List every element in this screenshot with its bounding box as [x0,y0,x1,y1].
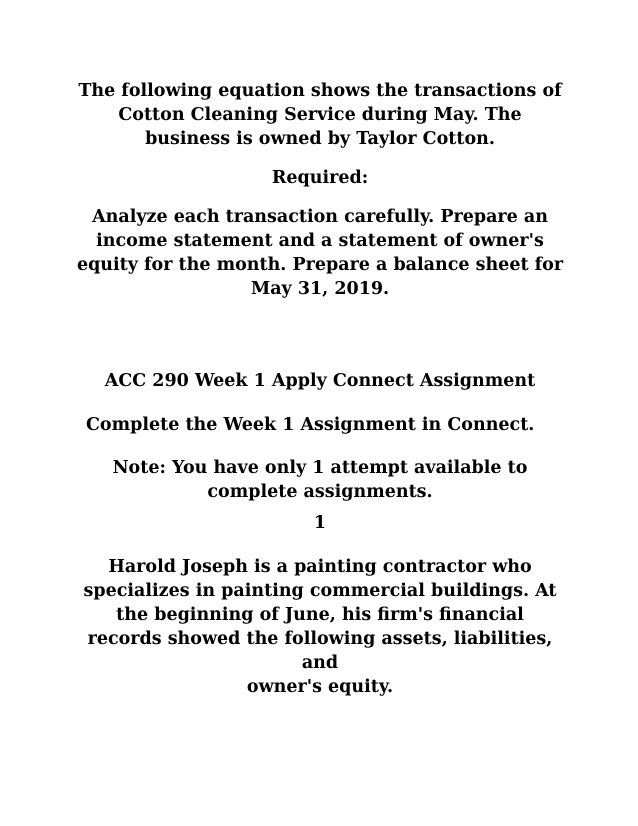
section-number: 1 [313,513,327,533]
required-heading: Required: [271,168,369,188]
analyze-paragraph [72,205,568,301]
analyze-line: May 31, 2019. [250,279,390,299]
intro-line: Cotton Cleaning Service during May. The [118,105,522,125]
intro-line: The following equation shows the transactions of [78,81,562,101]
intro-paragraph [72,79,568,151]
harold-line: Harold Joseph is a painting contractor who [108,557,532,577]
assignment-title: ACC 290 Week 1 Apply Connect Assignment [104,371,536,391]
harold-line: and [301,653,339,673]
analyze-line: equity for the month. Prepare a balance sheet for [76,255,564,275]
intro-line: business is owned by Taylor Cotton. [145,129,495,149]
harold-line: specializes in painting commercial buildings. At [83,581,557,601]
analyze-line: Analyze each transaction carefully. Prepare an [92,207,548,227]
note-line: complete assignments. [207,482,433,502]
harold-line: the beginning of June, his firm's financial [116,605,524,625]
note-line: Note: You have only 1 attempt available to [112,458,528,478]
harold-line: owner's equity. [246,677,394,697]
analyze-line: income statement and a statement of owner's [96,231,544,251]
complete-instruction: Complete the Week 1 Assignment in Connect. [86,415,535,435]
note-paragraph [72,456,568,504]
harold-line: records showed the following assets, liabilities, [87,629,553,649]
harold-paragraph [72,555,568,699]
